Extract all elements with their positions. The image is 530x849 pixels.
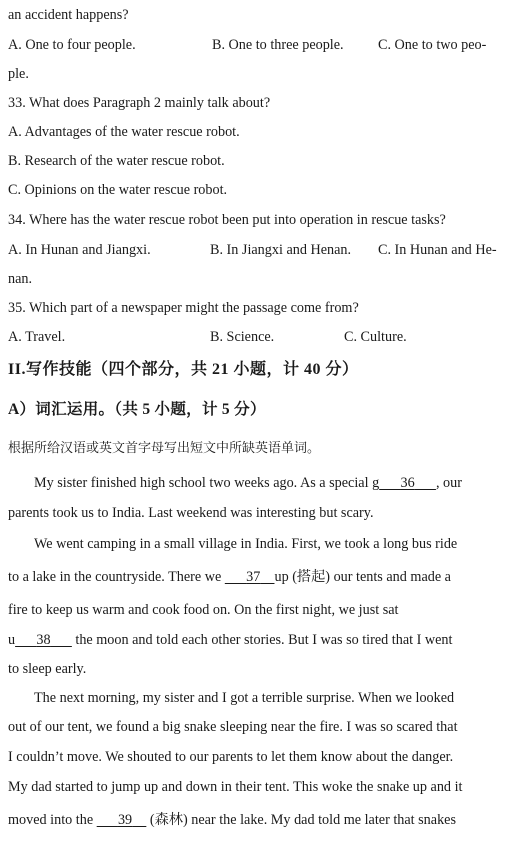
q35-option-c: C. Culture. [344, 329, 407, 345]
q34-option-c: C. In Hunan and He- [378, 242, 497, 258]
q32-option-c-cont: ple. [8, 66, 29, 82]
q35-option-b: B. Science. [210, 329, 275, 345]
passage-line: My dad started to jump up and down in their tent. This woke the snake up and it [8, 779, 463, 795]
blank-38 [15, 632, 72, 648]
passage-line: parents took us to India. Last weekend was interesting but scary. [8, 505, 374, 521]
passage-line [34, 474, 462, 492]
passage-text: moved into the [8, 812, 97, 828]
passage-line: The next morning, my sister and I got a terrible surprise. When we looked [34, 690, 455, 706]
passage-text: , our [435, 475, 462, 491]
blank-number: 39 [117, 812, 133, 828]
q34-option-c-cont: nan. [8, 271, 33, 287]
q33-option-a: A. Advantages of the water rescue robot. [8, 124, 240, 140]
passage-text: (森林) near the lake. My dad told me later that snakes [146, 812, 456, 828]
section-heading: II.写作技能（四个部分，共 21 小题，计 40 分） [8, 361, 359, 378]
q34-option-a: A. In Hunan and Jiangxi. [8, 242, 151, 258]
q35-option-a: A. Travel. [8, 329, 66, 345]
blank-37 [225, 569, 275, 585]
q33-option-b: B. Research of the water rescue robot. [8, 153, 225, 169]
blank-number: 38 [36, 632, 51, 648]
q32-option-c: C. One to two peo- [378, 37, 487, 53]
q33-stem: 33. What does Paragraph 2 mainly talk about? [8, 95, 271, 111]
q32-stem-tail: an accident happens? [8, 7, 129, 23]
passage-line: out of our tent, we found a big snake sleeping near the fire. I was so scared that [8, 719, 458, 735]
passage-line [8, 811, 456, 829]
q32-option-b: B. One to three people. [212, 37, 344, 53]
sub-heading: A）词汇运用。（共 5 小题，计 5 分） [8, 401, 266, 418]
passage-text: up (搭起) our tents and made a [274, 569, 451, 585]
passage-text: the moon and told each other stories. But I was so tired that I went [71, 632, 453, 648]
passage-text: My sister finished high school two weeks ago. As a special g [34, 475, 380, 491]
passage-line: to sleep early. [8, 661, 87, 677]
instruction-text: 根据所给汉语或英文首字母写出短文中所缺英语单词。 [8, 441, 321, 456]
q32-option-a: A. One to four people. [8, 37, 136, 53]
q35-stem: 35. Which part of a newspaper might the passage come from? [8, 300, 359, 316]
passage-text: to a lake in the countryside. There we [8, 569, 225, 585]
blank-39 [97, 812, 147, 828]
passage-line [8, 568, 451, 586]
passage-line: We went camping in a small village in India. First, we took a long bus ride [34, 536, 458, 552]
passage-line [8, 631, 452, 649]
blank-number: 37 [246, 569, 261, 585]
passage-text: u [8, 632, 16, 648]
q34-option-b: B. In Jiangxi and Henan. [210, 242, 352, 258]
blank-36 [379, 475, 436, 491]
q34-stem: 34. Where has the water rescue robot been put into operation in rescue tasks? [8, 212, 446, 228]
passage-line: fire to keep us warm and cook food on. On the first night, we just sat [8, 602, 399, 618]
q33-option-c: C. Opinions on the water rescue robot. [8, 182, 228, 198]
passage-line: I couldn’t move. We shouted to our parents to let them know about the danger. [8, 749, 454, 765]
blank-number: 36 [400, 475, 415, 491]
